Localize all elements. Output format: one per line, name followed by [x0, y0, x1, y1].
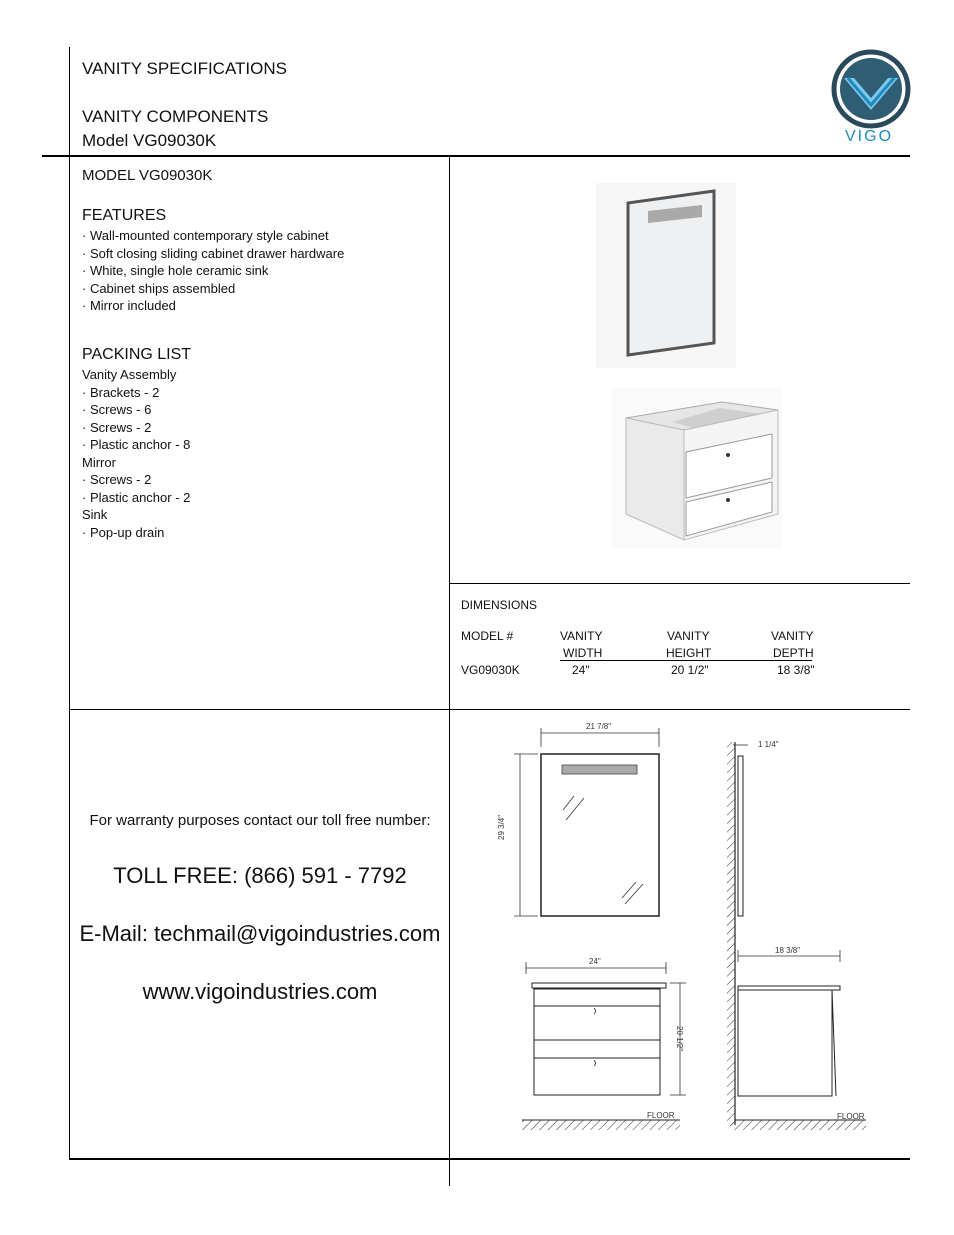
dim-mirror-height: 29 3/4" [497, 814, 506, 840]
header-depth-2: DEPTH [773, 646, 814, 660]
features-list [82, 227, 344, 315]
header-divider [42, 155, 910, 157]
page-title: VANITY SPECIFICATIONS [82, 59, 287, 78]
list-item: Mirror [82, 454, 116, 470]
mirror-front [541, 754, 659, 916]
warranty-text: For warranty purposes contact our toll free number: [89, 812, 431, 829]
list-item: · Cabinet ships assembled [82, 280, 236, 296]
model-title: MODEL VG09030K [82, 167, 213, 184]
dimensions-rule [560, 660, 812, 661]
cell-depth: 18 3/8" [777, 663, 815, 677]
dim-vanity-depth: 18 3/8" [775, 946, 801, 955]
header-width-1: VANITY [560, 629, 603, 643]
technical-drawing [450, 710, 910, 1158]
email-address: E-Mail: techmail@vigoindustries.com [79, 921, 441, 946]
list-item: · Soft closing sliding cabinet drawer hardware [82, 245, 345, 261]
dim-mirror-width: 21 7/8" [586, 722, 612, 731]
list-item: · Plastic anchor - 2 [82, 489, 191, 505]
toll-free-number: TOLL FREE: (866) 591 - 7792 [113, 863, 407, 888]
floor-label-front: FLOOR [647, 1111, 675, 1120]
cell-height: 20 1/2" [671, 663, 709, 677]
cell-model: VG09030K [461, 663, 520, 677]
list-item: · Screws - 6 [82, 402, 152, 417]
header-height-1: VANITY [667, 629, 710, 643]
mirror-light [562, 765, 637, 774]
mirror-image [596, 183, 736, 368]
list-item: · Mirror included [82, 298, 176, 313]
features-title: FEATURES [82, 207, 167, 224]
header-depth-1: VANITY [771, 629, 814, 643]
list-item: · Brackets - 2 [82, 384, 160, 400]
page-subtitle: VANITY COMPONENTS [82, 107, 269, 126]
vigo-logo [826, 48, 916, 148]
dim-vanity-height: 20 1/2" [675, 1026, 684, 1052]
packing-list [82, 366, 190, 541]
dim-vanity-width: 24" [589, 957, 601, 966]
dim-mirror-depth: 1 1/4" [758, 740, 779, 749]
list-item: · Screws - 2 [82, 472, 152, 487]
logo-text: VIGO [845, 128, 894, 145]
floor-label-side: FLOOR [837, 1112, 865, 1121]
list-item: · Screws - 2 [82, 419, 152, 435]
list-item: · Plastic anchor - 8 [82, 437, 191, 452]
model-line: Model VG09030K [82, 131, 217, 150]
list-item: · Wall-mounted contemporary style cabinet [82, 228, 329, 243]
list-item: Vanity Assembly [82, 367, 177, 382]
dimensions-divider [449, 583, 910, 584]
header-model: MODEL # [461, 629, 514, 643]
bottom-divider [69, 1158, 910, 1160]
header-height-2: HEIGHT [666, 646, 712, 660]
list-item: · White, single hole ceramic sink [82, 263, 269, 278]
website-link[interactable]: www.vigoindustries.com [142, 979, 378, 1004]
dimensions-title: DIMENSIONS [461, 598, 538, 612]
cell-width: 24" [572, 663, 590, 677]
list-item: Sink [82, 507, 108, 522]
vanity-image [612, 388, 782, 548]
packing-title: PACKING LIST [82, 346, 192, 363]
list-item: · Pop-up drain [82, 524, 165, 540]
header-width-2: WIDTH [563, 646, 603, 660]
